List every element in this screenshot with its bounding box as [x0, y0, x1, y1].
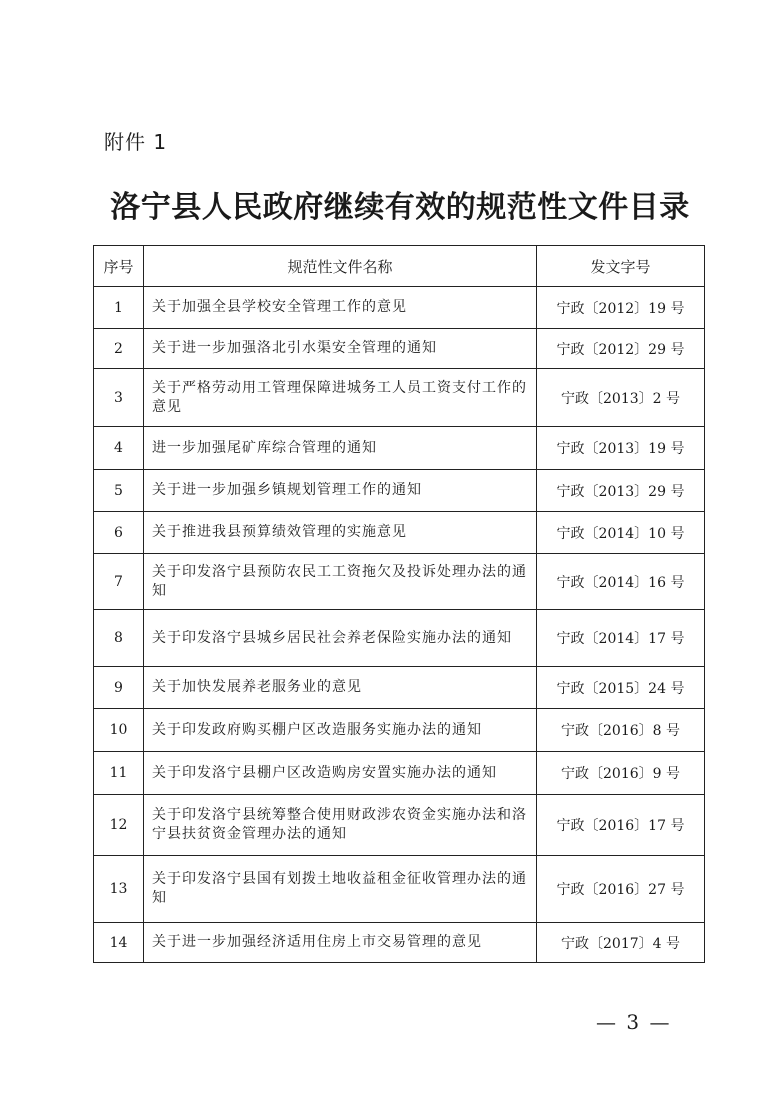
row-number: 11	[94, 752, 144, 795]
row-number: 10	[94, 709, 144, 752]
table-row	[94, 470, 705, 512]
document-code: 宁政〔2014〕17 号	[537, 610, 705, 667]
row-number: 7	[94, 554, 144, 610]
row-number: 14	[94, 923, 144, 963]
table-row	[94, 709, 705, 752]
column-header-number: 序号	[94, 246, 144, 287]
document-name: 关于进一步加强乡镇规划管理工作的通知	[144, 470, 537, 512]
document-code: 宁政〔2015〕24 号	[537, 667, 705, 709]
document-code: 宁政〔2016〕9 号	[537, 752, 705, 795]
document-name: 关于印发洛宁县统筹整合使用财政涉农资金实施办法和洛宁县扶贫资金管理办法的通知	[144, 795, 537, 856]
row-number: 2	[94, 329, 144, 369]
document-name: 关于推进我县预算绩效管理的实施意见	[144, 512, 537, 554]
page-number: — 3 —	[596, 1010, 672, 1034]
table-row	[94, 369, 705, 427]
row-number: 9	[94, 667, 144, 709]
document-name: 关于印发洛宁县棚户区改造购房安置实施办法的通知	[144, 752, 537, 795]
column-header-code: 发文字号	[537, 246, 705, 287]
row-number: 13	[94, 856, 144, 923]
document-code: 宁政〔2012〕29 号	[537, 329, 705, 369]
attachment-label: 附件 1	[104, 130, 168, 154]
document-name: 关于印发洛宁县国有划拨土地收益租金征收管理办法的通知	[144, 856, 537, 923]
row-number: 8	[94, 610, 144, 667]
table-row	[94, 856, 705, 923]
row-number: 12	[94, 795, 144, 856]
document-code: 宁政〔2013〕2 号	[537, 369, 705, 427]
document-name: 关于印发洛宁县预防农民工工资拖欠及投诉处理办法的通知	[144, 554, 537, 610]
document-code: 宁政〔2017〕4 号	[537, 923, 705, 963]
document-name: 关于印发洛宁县城乡居民社会养老保险实施办法的通知	[144, 610, 537, 667]
document-code: 宁政〔2014〕10 号	[537, 512, 705, 554]
table-header-row	[94, 246, 705, 287]
document-name: 关于加快发展养老服务业的意见	[144, 667, 537, 709]
document-code: 宁政〔2014〕16 号	[537, 554, 705, 610]
column-header-name: 规范性文件名称	[144, 246, 537, 287]
table-row	[94, 752, 705, 795]
document-code: 宁政〔2013〕29 号	[537, 470, 705, 512]
document-name: 关于加强全县学校安全管理工作的意见	[144, 287, 537, 329]
document-code: 宁政〔2016〕17 号	[537, 795, 705, 856]
document-title: 洛宁县人民政府继续有效的规范性文件目录	[110, 190, 690, 225]
document-code: 宁政〔2013〕19 号	[537, 427, 705, 470]
document-list-table	[93, 245, 705, 963]
table-row	[94, 923, 705, 963]
table-row	[94, 795, 705, 856]
table-row	[94, 610, 705, 667]
document-code: 宁政〔2016〕27 号	[537, 856, 705, 923]
row-number: 1	[94, 287, 144, 329]
document-name: 关于进一步加强洛北引水渠安全管理的通知	[144, 329, 537, 369]
row-number: 4	[94, 427, 144, 470]
table-row	[94, 667, 705, 709]
table-row	[94, 554, 705, 610]
document-name: 进一步加强尾矿库综合管理的通知	[144, 427, 537, 470]
document-code: 宁政〔2012〕19 号	[537, 287, 705, 329]
document-code: 宁政〔2016〕8 号	[537, 709, 705, 752]
row-number: 3	[94, 369, 144, 427]
row-number: 5	[94, 470, 144, 512]
document-name: 关于印发政府购买棚户区改造服务实施办法的通知	[144, 709, 537, 752]
document-name: 关于严格劳动用工管理保障进城务工人员工资支付工作的意见	[144, 369, 537, 427]
table-row	[94, 427, 705, 470]
table-row	[94, 512, 705, 554]
row-number: 6	[94, 512, 144, 554]
document-name: 关于进一步加强经济适用住房上市交易管理的意见	[144, 923, 537, 963]
table-row	[94, 329, 705, 369]
table-row	[94, 287, 705, 329]
